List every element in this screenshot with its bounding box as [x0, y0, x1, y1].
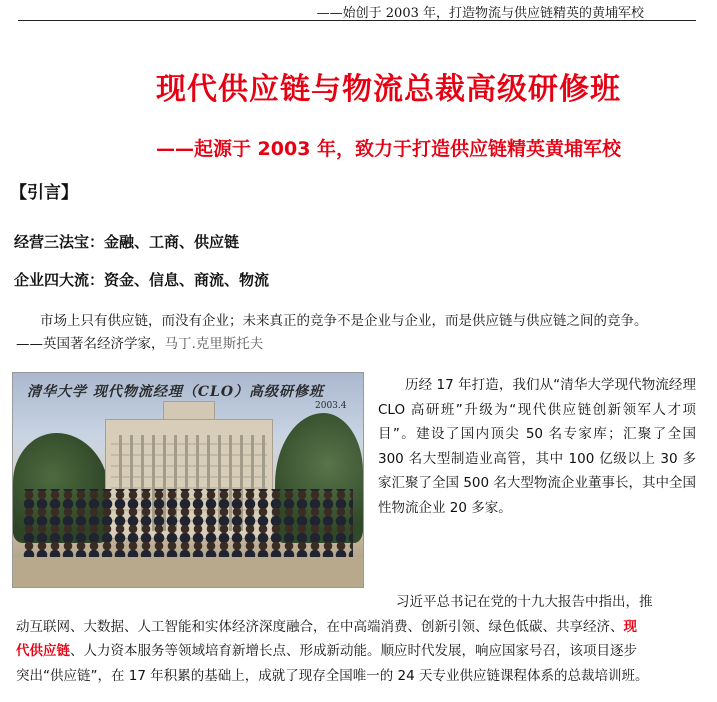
intro-heading: 【引言】	[10, 183, 78, 203]
policy-line-4: 突出“供应链”，在 17 年积累的基础上，成就了现存全国唯一的 24 天专业供应链课程体系的总裁培训班。	[16, 667, 649, 684]
business-triad: 经营三法宝：金融、工商、供应链	[14, 233, 240, 251]
attribution-prefix: ——英国著名经济学家，	[16, 336, 165, 352]
history-paragraph: 历经 17 年打造，我们从“清华大学现代物流经理 CLO 高研班”升级为“现代供应链创新领军人才项目”。建设了国内顶尖 50 名专家库；汇聚了全国 300 名大型制造业高管，其中 100 亿级以上 30 多家汇聚了全国 500 名大型物流企业董事长，其中全国性物流企业 20 多家。	[378, 377, 696, 516]
main-title: 现代供应链与物流总裁高级研修班	[156, 72, 621, 107]
photo-ground	[13, 557, 363, 587]
sub-title: ——起源于 2003 年，致力于打造供应链精英黄埔军校	[155, 138, 622, 160]
running-header	[18, 0, 696, 21]
header-tagline: ——始创于 2003 年，打造物流与供应链精英的黄埔军校	[316, 6, 644, 21]
policy-highlight-end: 代供应链	[16, 643, 70, 659]
photo-date: 2003.4	[315, 401, 347, 411]
photo-banner: 清华大学 现代物流经理（CLO）高级研修班	[27, 384, 325, 400]
business-streams: 企业四大流：资金、信息、商流、物流	[14, 271, 270, 289]
group-photo	[12, 372, 364, 588]
attribution-name: 马丁.克里斯托夫	[164, 336, 264, 352]
policy-line-3	[16, 639, 696, 664]
photo-crowd	[23, 489, 353, 557]
policy-line-2-text: 动互联网、大数据、人工智能和实体经济深度融合，在中高端消费、创新引领、绿色低碳、共享经济、	[16, 618, 624, 635]
policy-line-2	[16, 615, 696, 640]
quote-block	[16, 310, 696, 356]
policy-line-1: 习近平总书记在党的十九大报告中指出，推	[396, 594, 653, 610]
policy-line-3-text: 、人力资本服务等领域培育新增长点、形成新动能。顺应时代发展，响应国家号召，该项目逐步	[70, 643, 637, 659]
policy-paragraph	[16, 590, 696, 688]
quote-text: 市场上只有供应链，而没有企业；未来真正的竞争不是企业与企业，而是供应链与供应链之间的竞争。	[40, 313, 648, 329]
quote-attribution	[16, 333, 696, 356]
policy-highlight-start: 现	[623, 618, 637, 635]
